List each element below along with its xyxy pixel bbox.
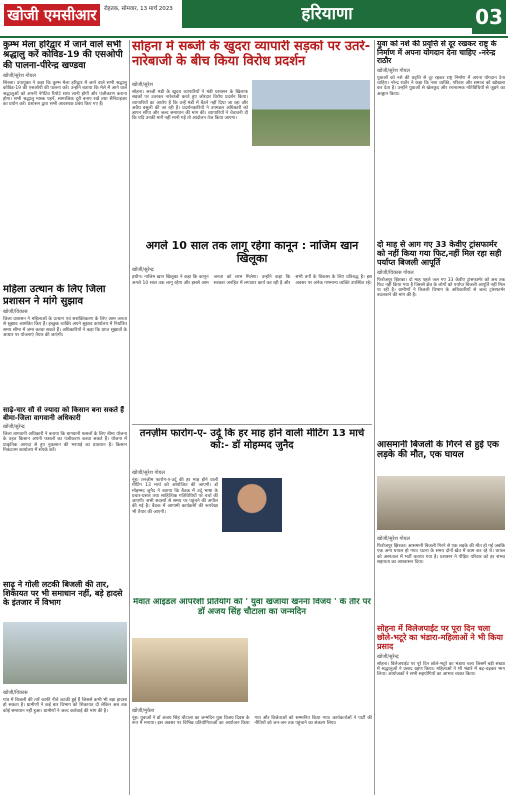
story-bhandara <box>377 624 505 796</box>
news-photo <box>252 80 370 146</box>
story-byline: खोजी/मुकेश <box>132 708 155 714</box>
story-kanoon <box>132 240 372 420</box>
story-headline: अगले 10 साल तक लागू रहेगा कानून : नाजिम खान खिलूका <box>145 240 359 265</box>
story-byline: खोजी/सुरेन्द्र <box>3 424 25 431</box>
story-body: फिरोजपुर झिरका। आसमानी बिजली गिरने से एक लड़के की मौत हो गई जबकि एक अन्य घायल हो गया। घटना के समय दोनों खेत में काम कर रहे थे। घायल को अस्पताल में भर्ती कराया गया है। प्रशासन ने पीड़ित परिवार को हर संभव सहायता का आश्वासन दिया। <box>377 544 505 565</box>
story-body: गांव में बिजली की तारें काफी नीचे लटकी हुई हैं जिससे कभी भी बड़ा हादसा हो सकता है। ग्रामीणों ने कई बार विभाग को शिकायत दी लेकिन अब तक कोई समाधान नहीं हुआ। ग्रामीणों ने जल्द कार्रवाई की मांग की है। <box>3 698 127 714</box>
story-body: नूंह। युवाओं ने डॉ अजय सिंह चौटाला का जन्मदिन युवा विजय दिवस के रूप में मनाया। इस अवसर पर विभिन्न प्रतियोगिताओं का आयोजन किया गया और विजेताओं को सम्मानित किया गया। कार्यकर्ताओं ने पार्टी की नीतियों को जन-जन तक पहुंचाने का संकल्प लिया। <box>132 716 372 727</box>
story-body: नूंह। तनज़ीम फारोग-ए-उर्दू की हर माह होने वाली मीटिंग 13 मार्च को आयोजित की जाएगी। डॉ मोहम्मद जुनैद ने बताया कि बैठक में उर्दू भाषा के प्रचार-प्रसार तथा साहित्यिक गतिविधियों पर चर्चा की जाएगी। सभी सदस्यों से समय पर पहुंचने की अपील की गई है। बैठक में आगामी कार्यक्रमों की रूपरेखा भी तैयार की जाएगी। <box>132 478 218 515</box>
story-byline: खोजी/विकास गोयल <box>377 269 414 276</box>
story-body: फिरोजपुर झिरका। दो माह पहले जल गए 33 केवीए ट्रांसफार्मर को अब तक फिट नहीं किया गया है जिससे क्षेत्र के लोगों को पर्याप्त बिजली आपूर्ति नहीं मिल पा रही है। ग्रामीणों ने बिजली विभाग के अधिकारियों से जल्द ट्रांसफार्मर बदलवाने की मांग की है। <box>377 277 505 299</box>
masthead <box>0 0 508 38</box>
story-byline: खोजी/सुरेश गोयल <box>3 73 36 80</box>
portrait-photo <box>222 478 282 532</box>
news-photo <box>377 476 505 530</box>
story-headline: मेवात आइडल आपरेशी प्रतियोग को ' युवा खंजाया खनना विजय ' के तौर पर डॉ अजय सिंह चौटाला का जन्मदिन <box>133 598 371 617</box>
column-divider <box>129 40 130 795</box>
story-body: युवाओं को नशे की प्रवृत्ति से दूर रहकर राष्ट्र निर्माण में अपना योगदान देना चाहिए। नरेन्द्र राठौर ने कहा कि नशा व्यक्ति, परिवार और समाज को खोखला कर देता है। उन्होंने युवाओं से खेलकूद और रचनात्मक गतिविधियों से जुड़ने का आह्वान किया। <box>377 75 505 97</box>
story-byline: खोजी/सुरेश गोयल <box>377 536 410 542</box>
story-mewat-chautala <box>132 598 372 796</box>
story-body: सोहना। विलेजपाईट पर पूरे दिन छोले-भटूरे का भंडारा चला जिसमें बड़ी संख्या में श्रद्धालुओं ने प्रसाद ग्रहण किया। महिलाओं ने भी भंडारे में बढ़-चढ़कर भाग लिया। आयोजकों ने सभी सहयोगियों का आभार व्यक्त किया। <box>377 661 505 678</box>
story-byline: खोजी/सुरेन्द्र <box>377 653 399 660</box>
story-headline: सोहना में विलेजपाईट पर पूरा दिन चला छोले-भटूरे का भंडारा-महिलाओं ने भी किया प्रसाद <box>377 624 503 652</box>
page-number: 03 <box>472 0 506 34</box>
newspaper-logo: खोजी एमसीआर <box>4 4 100 26</box>
story-mahila <box>3 284 127 402</box>
story-headline: तनज़ीम फारोग-ए- उर्दू कि हर माह होने वाली मीटिंग 13 मार्च को:- डॉ मोहम्मद जुनैद <box>139 428 365 451</box>
story-byline: खोजी/विकास <box>3 690 28 696</box>
story-headline: सोहना में सब्जी के खुदरा व्यापारी सड़कों पर उतरे-नारेबाजी के बीच किया विरोध प्रदर्शन <box>132 40 371 69</box>
story-byline: खोजी/सुरेश गोयल <box>377 67 410 74</box>
story-headline: युवा को नशे की प्रवृत्ति से दूर रखकर राष्ट्र के निर्माण में अपना योगदान देना चाहिए -नरेन्द्र राठौर <box>377 40 497 66</box>
story-beema <box>3 406 127 576</box>
story-body: जिला बागवानी अधिकारी ने बताया कि बागवानी फसलों के लिए बीमा योजना के तहत किसान अपनी फसलों का पंजीकरण करवा सकते हैं। योजना में प्राकृतिक आपदा से हुए नुकसान की भरपाई का प्रावधान है। किसान निकटतम कार्यालय में संपर्क करें। <box>3 432 127 453</box>
story-byline: खोजी/सुरेश <box>132 82 153 88</box>
story-headline: महिला उत्थान के लिए जिला प्रशासन ने मांगे सुझाव <box>3 284 106 307</box>
date-line: रोहतक, सोमवार, 13 मार्च 2023 <box>104 6 173 12</box>
story-headline: दो माह से आग गए 33 केवीए ट्रांसफार्मर को नहीं किया गया फिट,नहीं मिल रहा सही पर्याप्त बिजली आपूर्ति <box>377 240 502 268</box>
story-body: सोहना। सब्जी मंडी के खुदरा व्यापारियों ने मंडी प्रशासन के खिलाफ सड़कों पर उतरकर नारेबाजी करते हुए जोरदार विरोध प्रदर्शन किया। व्यापारियों का आरोप है कि उन्हें मंडी में बैठने नहीं दिया जा रहा और अवैध वसूली की जा रही है। प्रदर्शनकारियों ने उपमंडल अधिकारी को ज्ञापन सौंपा और जल्द समाधान की मांग की। व्यापारियों ने चेतावनी दी कि यदि उनकी मांगें नहीं मानी गईं तो आंदोलन तेज किया जाएगा। <box>132 90 248 122</box>
story-tanzeem <box>132 428 372 594</box>
story-aasmani-bijli <box>377 440 505 620</box>
story-headline: आसमानी बिजली के गिरने से हुई एक लड़के की मौत, एक घायल <box>377 440 499 461</box>
story-headline: साढ़ू ने गोली लटकी बिजली की तार, शिकायत पर भी समाधान नहीं, बड़े हादसे के इंतजार में विभाग <box>3 580 123 608</box>
story-headline: कुम्भ मेला हरिद्वार में जाने वाले सभी श्रद्धालु करें कोविड-19 की एसओपी की पालना-पीरेन्द्र खण्डवा <box>3 40 123 71</box>
news-photo <box>3 622 127 684</box>
story-sohna-sabji <box>132 40 372 236</box>
story-body: जिला प्रशासन ने महिलाओं के उत्थान एवं सशक्तिकरण के लिए आम जनता से सुझाव आमंत्रित किए हैं। इच्छुक व्यक्ति अपने सुझाव कार्यालय में निर्धारित समय सीमा में जमा करवा सकते हैं। अधिकारियों ने कहा कि प्राप्त सुझावों के आधार पर योजनाएं तैयार की जाएंगी। <box>3 317 127 338</box>
story-byline: खोजी/सुरेन्द्र <box>132 267 154 274</box>
story-transformer <box>377 240 505 436</box>
story-nasha <box>377 40 505 236</box>
story-kumbh <box>3 40 127 280</box>
story-byline: खोजी/सुरेश गोयल <box>132 470 165 476</box>
story-body: सिरसा। उपायुक्त ने कहा कि कुम्भ मेला हरिद्वार में जाने वाले सभी श्रद्धालु कोविड-19 की एसओपी की पालना करें। उन्होंने बताया कि मेले में आने वाले श्रद्धालुओं को अपनी नेगेटिव रिपोर्ट साथ लानी होगी और पंजीकरण कराना होगा। सभी श्रद्धालु मास्क पहनें, सामाजिक दूरी बनाए रखें तथा सैनिटाइजर का प्रयोग करें। प्रशासन द्वारा सभी आवश्यक प्रबंध किए गए हैं। <box>3 81 127 108</box>
column-divider <box>374 40 375 795</box>
news-photo <box>132 638 248 702</box>
story-body: हथीन। नाजिम खान खिलूका ने कहा कि कानून अगले 10 साल तक लागू रहेगा और इससे आम जनता को लाभ मिलेगा। उन्होंने कहा कि सरकार जनहित में लगातार कार्य कर रही है और सभी वर्गों के विकास के लिए प्रतिबद्ध है। इस अवसर पर अनेक गणमान्य व्यक्ति उपस्थित रहे। <box>132 275 372 286</box>
horizontal-divider <box>132 424 372 425</box>
story-byline: खोजी/विकास <box>3 309 28 315</box>
story-bijli-taar <box>3 580 127 796</box>
story-headline: साढ़े-चार सौ से ज्यादा को किसान बना सकते हैं बीमा-जिला वागवानी अधिकारी <box>3 406 125 423</box>
section-title: हरियाणा <box>182 0 472 28</box>
